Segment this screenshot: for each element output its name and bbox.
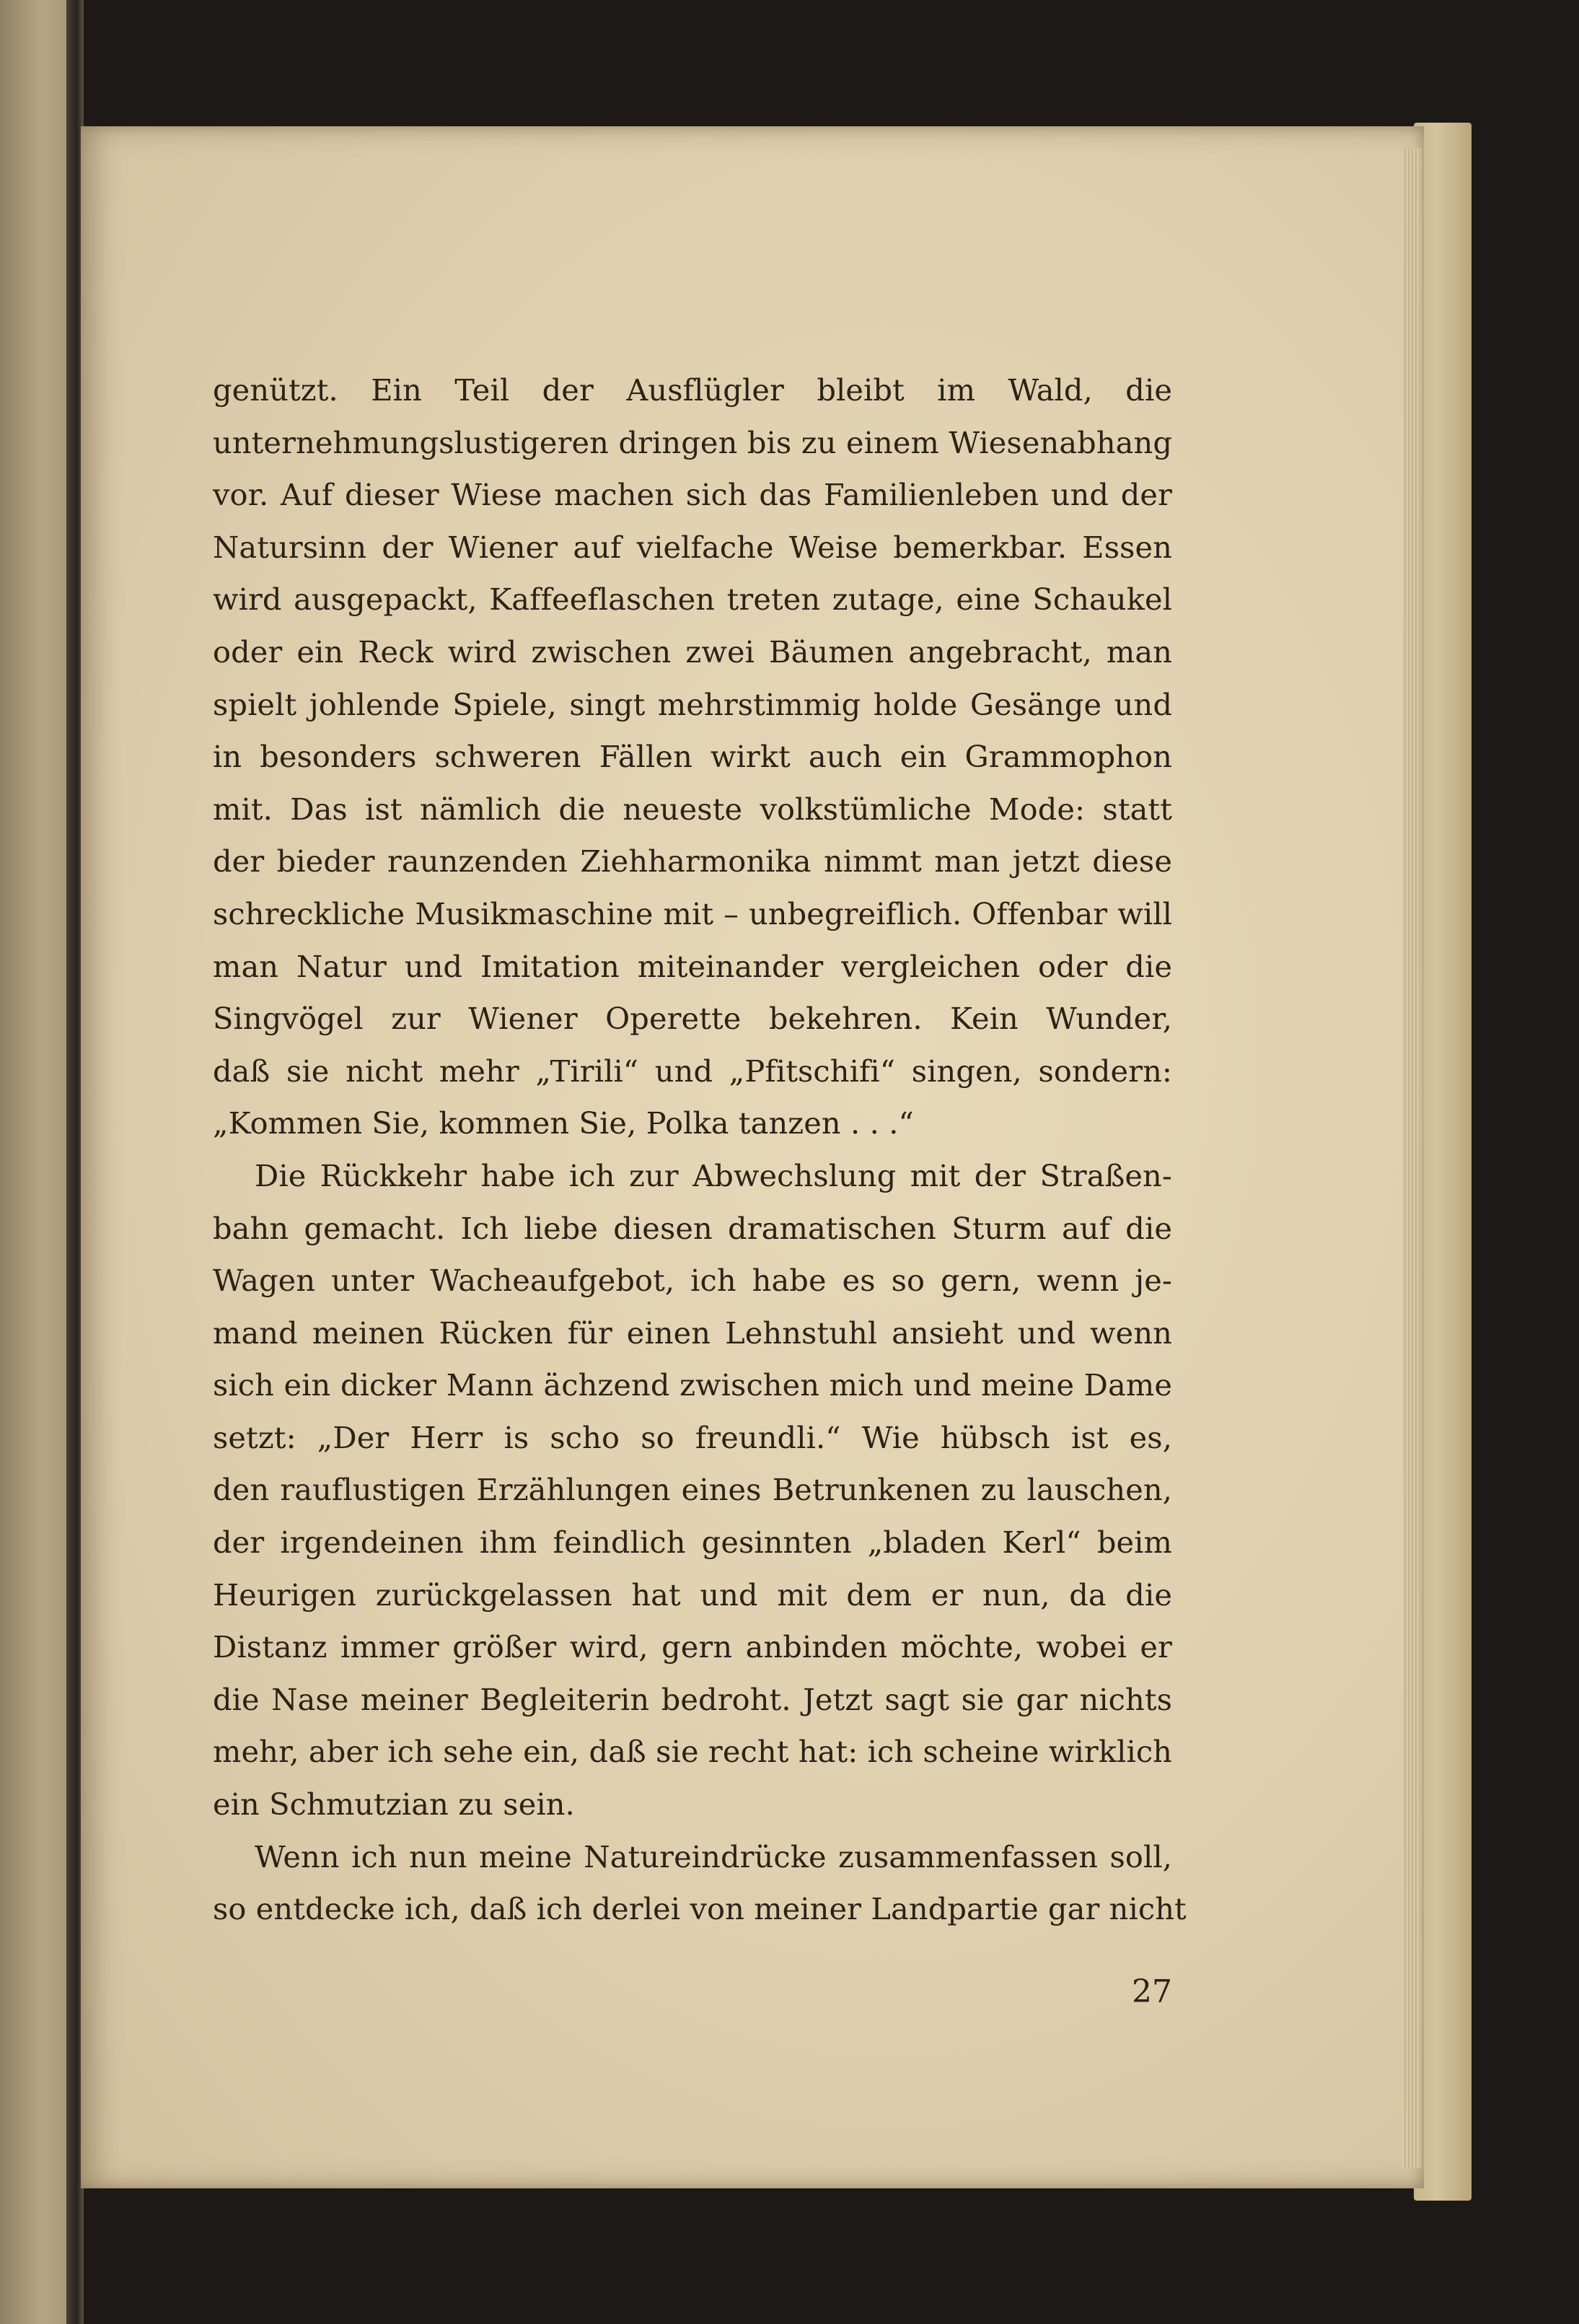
text-line: wird ausgepackt, Kaffeeflaschen treten zutage, eine Schaukel xyxy=(213,582,1172,618)
text-line: mehr, aber ich sehe ein, daß sie recht hat: ich scheine wirklich xyxy=(213,1734,1172,1770)
text-line: daß sie nicht mehr „Tirili“ und „Pfitschifi“ singen, sondern: xyxy=(213,1053,1172,1089)
text-line: mit. Das ist nämlich die neueste volkstümliche Mode: statt xyxy=(213,791,1172,827)
text-line: sich ein dicker Mann ächzend zwischen mich und meine Dame xyxy=(213,1367,1172,1403)
text-line: Singvögel zur Wiener Operette bekehren. Kein Wunder, xyxy=(213,1001,1172,1037)
text-line: Die Rückkehr habe ich zur Abwechslung mit der Straßen- xyxy=(255,1157,1172,1193)
text-line: genützt. Ein Teil der Ausflügler bleibt im Wald, die xyxy=(213,372,1172,408)
text-line: vor. Auf dieser Wiese machen sich das Familienleben und der xyxy=(213,477,1172,513)
text-line: in besonders schweren Fällen wirkt auch ein Grammophon xyxy=(213,739,1172,775)
text-line: man Natur und Imitation miteinander vergleichen oder die xyxy=(213,948,1172,984)
text-line: Natursinn der Wiener auf vielfache Weise bemerkbar. Essen xyxy=(213,529,1172,565)
text-line: mand meinen Rücken für einen Lehnstuhl ansieht und wenn xyxy=(213,1315,1172,1351)
text-line: bahn gemacht. Ich liebe diesen dramatischen Sturm auf die xyxy=(213,1210,1172,1246)
text-line: Distanz immer größer wird, gern anbinden möchte, wobei er xyxy=(213,1629,1172,1665)
text-line: Wenn ich nun meine Natureindrücke zusammenfassen soll, xyxy=(255,1838,1172,1874)
text-line: oder ein Reck wird zwischen zwei Bäumen angebracht, man xyxy=(213,633,1172,670)
text-line: der irgendeinen ihm feindlich gesinnten „bladen Kerl“ beim xyxy=(213,1525,1172,1561)
text-line: unternehmungslustigeren dringen bis zu einem Wiesenabhang xyxy=(213,424,1172,460)
page-stack-edges xyxy=(1402,148,1421,2168)
text-line: der bieder raunzenden Ziehharmonika nimmt man jetzt diese xyxy=(213,843,1172,880)
text-line: „Kommen Sie, kommen Sie, Polka tanzen . . .“ xyxy=(213,1105,914,1141)
text-line: die Nase meiner Begleiterin bedroht. Jetzt sagt sie gar nichts xyxy=(213,1681,1172,1717)
body-text xyxy=(213,364,1187,1936)
page-number: 27 xyxy=(1132,1973,1172,2010)
text-line: Heurigen zurückgelassen hat und mit dem er nun, da die xyxy=(213,1577,1172,1613)
facing-page-edge xyxy=(0,0,72,2324)
text-line: so entdecke ich, daß ich derlei von meiner Landpartie gar nicht xyxy=(213,1891,1187,1927)
text-line: den rauflustigen Erzählungen eines Betrunkenen zu lauschen, xyxy=(213,1472,1172,1508)
text-line: Wagen unter Wacheaufgebot, ich habe es so gern, wenn je- xyxy=(213,1263,1172,1299)
text-line: setzt: „Der Herr is scho so freundli.“ Wie hübsch ist es, xyxy=(213,1419,1172,1455)
text-line: ein Schmutzian zu sein. xyxy=(213,1786,575,1823)
text-line: schreckliche Musikmaschine mit – unbegreiflich. Offenbar will xyxy=(213,895,1172,931)
text-line: spielt johlende Spiele, singt mehrstimmig holde Gesänge und xyxy=(213,686,1172,722)
